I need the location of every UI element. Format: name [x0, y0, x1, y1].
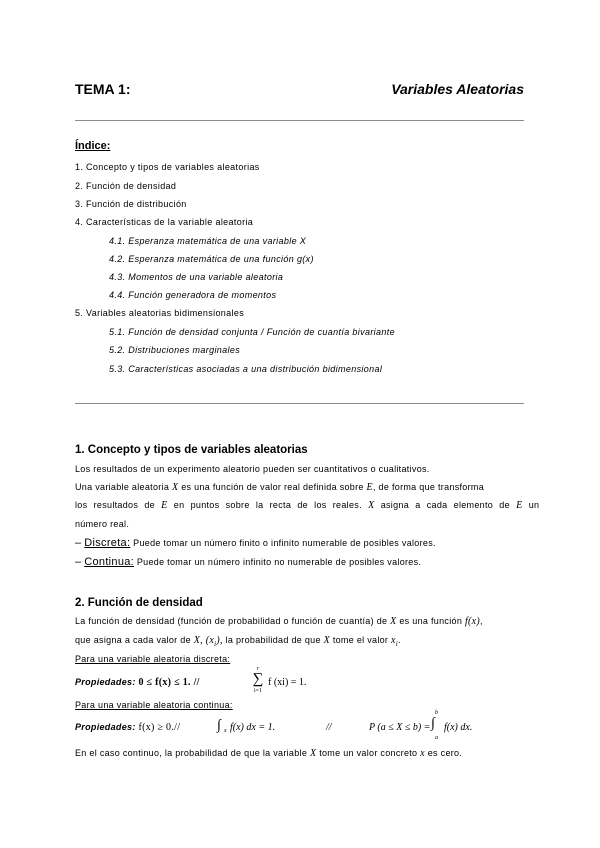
- integral-expression: f(x) dx = 1.: [230, 722, 276, 733]
- section-heading: 2. Función de densidad: [75, 597, 203, 609]
- index-item: 1. Concepto y tipos de variables aleatorias: [75, 162, 260, 172]
- index-item: 5. Variables aleatorias bidimensionales: [75, 308, 245, 318]
- properties-continua: Propiedades: f(x) ≥ 0.//: [75, 722, 181, 733]
- index-subitem: 5.2. Distribuciones marginales: [109, 345, 241, 355]
- index-item: 2. Función de densidad: [75, 181, 177, 191]
- index-subitem: 5.3. Características asociadas a una distribución bidimensional: [109, 364, 383, 374]
- index-item: 4. Características de la variable aleatoria: [75, 217, 254, 227]
- paragraph-line: La función de densidad (función de probabilidad o función de cuantía) de X es una función f(x),: [75, 616, 483, 627]
- index-subitem: 4.3. Momentos de una variable aleatoria: [109, 272, 284, 282]
- divider: [75, 120, 524, 121]
- index-subitem: 4.2. Esperanza matemática de una función g(x): [109, 254, 314, 264]
- header-title: Variables Aleatorias: [391, 81, 524, 97]
- paragraph-line: número real.: [75, 519, 130, 529]
- divider: [75, 403, 524, 404]
- index-subitem: 4.4. Función generadora de momentos: [109, 290, 277, 300]
- paragraph-line: que asigna a cada valor de X, $(x_i)$, la probabilidad de que X tome el valor $x_i$.: [75, 635, 401, 648]
- integral-subscript: x: [224, 728, 227, 734]
- subheading-continua: Para una variable aleatoria continua:: [75, 700, 233, 710]
- integral-symbol: ∫: [217, 718, 221, 733]
- index-item: 3. Función de distribución: [75, 199, 187, 209]
- paragraph-line: En el caso continuo, la probabilidad de que la variable X tome un valor concreto x es cero.: [75, 748, 463, 759]
- paragraph-line: Una variable aleatoria X es una función de valor real definida sobre E, de forma que transforma: [75, 482, 485, 493]
- properties-discreta: Propiedades: 0 ≤ f(x) ≤ 1. //: [75, 677, 200, 688]
- sum-symbol: ∑: [252, 671, 264, 687]
- integral-upper: b: [435, 710, 438, 716]
- index-subitem: 4.1. Esperanza matemática de una variable X: [109, 236, 307, 246]
- paragraph-line: los resultados de E en puntos sobre la recta de los reales. X asigna a cada elemento de E un: [75, 500, 540, 511]
- subheading-discreta: Para una variable aleatoria discreta:: [75, 654, 231, 664]
- probability-expression: P (a ≤ X ≤ b) =: [369, 722, 431, 733]
- index-title: Índice:: [75, 140, 111, 152]
- type-continua: – Continua: Puede tomar un número infinito no numerable de posibles valores.: [75, 556, 422, 568]
- paragraph: Los resultados de un experimento aleatorio pueden ser cuantitativos o cualitativos.: [75, 464, 430, 474]
- integral-symbol: ∫: [431, 716, 435, 731]
- sum-bottom: i=1: [253, 688, 263, 694]
- sum-top: r: [256, 666, 260, 672]
- header-topic: TEMA 1:: [75, 81, 131, 97]
- separator: //: [326, 722, 332, 733]
- integral-lower: a: [435, 735, 438, 741]
- sum-expression: f (xi) = 1.: [268, 677, 307, 688]
- integral-expression: f(x) dx.: [444, 722, 473, 733]
- section-heading: 1. Concepto y tipos de variables aleatorias: [75, 444, 308, 456]
- type-discreta: – Discreta: Puede tomar un número finito o infinito numerable de posibles valores.: [75, 537, 436, 549]
- index-subitem: 5.1. Función de densidad conjunta / Función de cuantía bivariante: [109, 327, 395, 337]
